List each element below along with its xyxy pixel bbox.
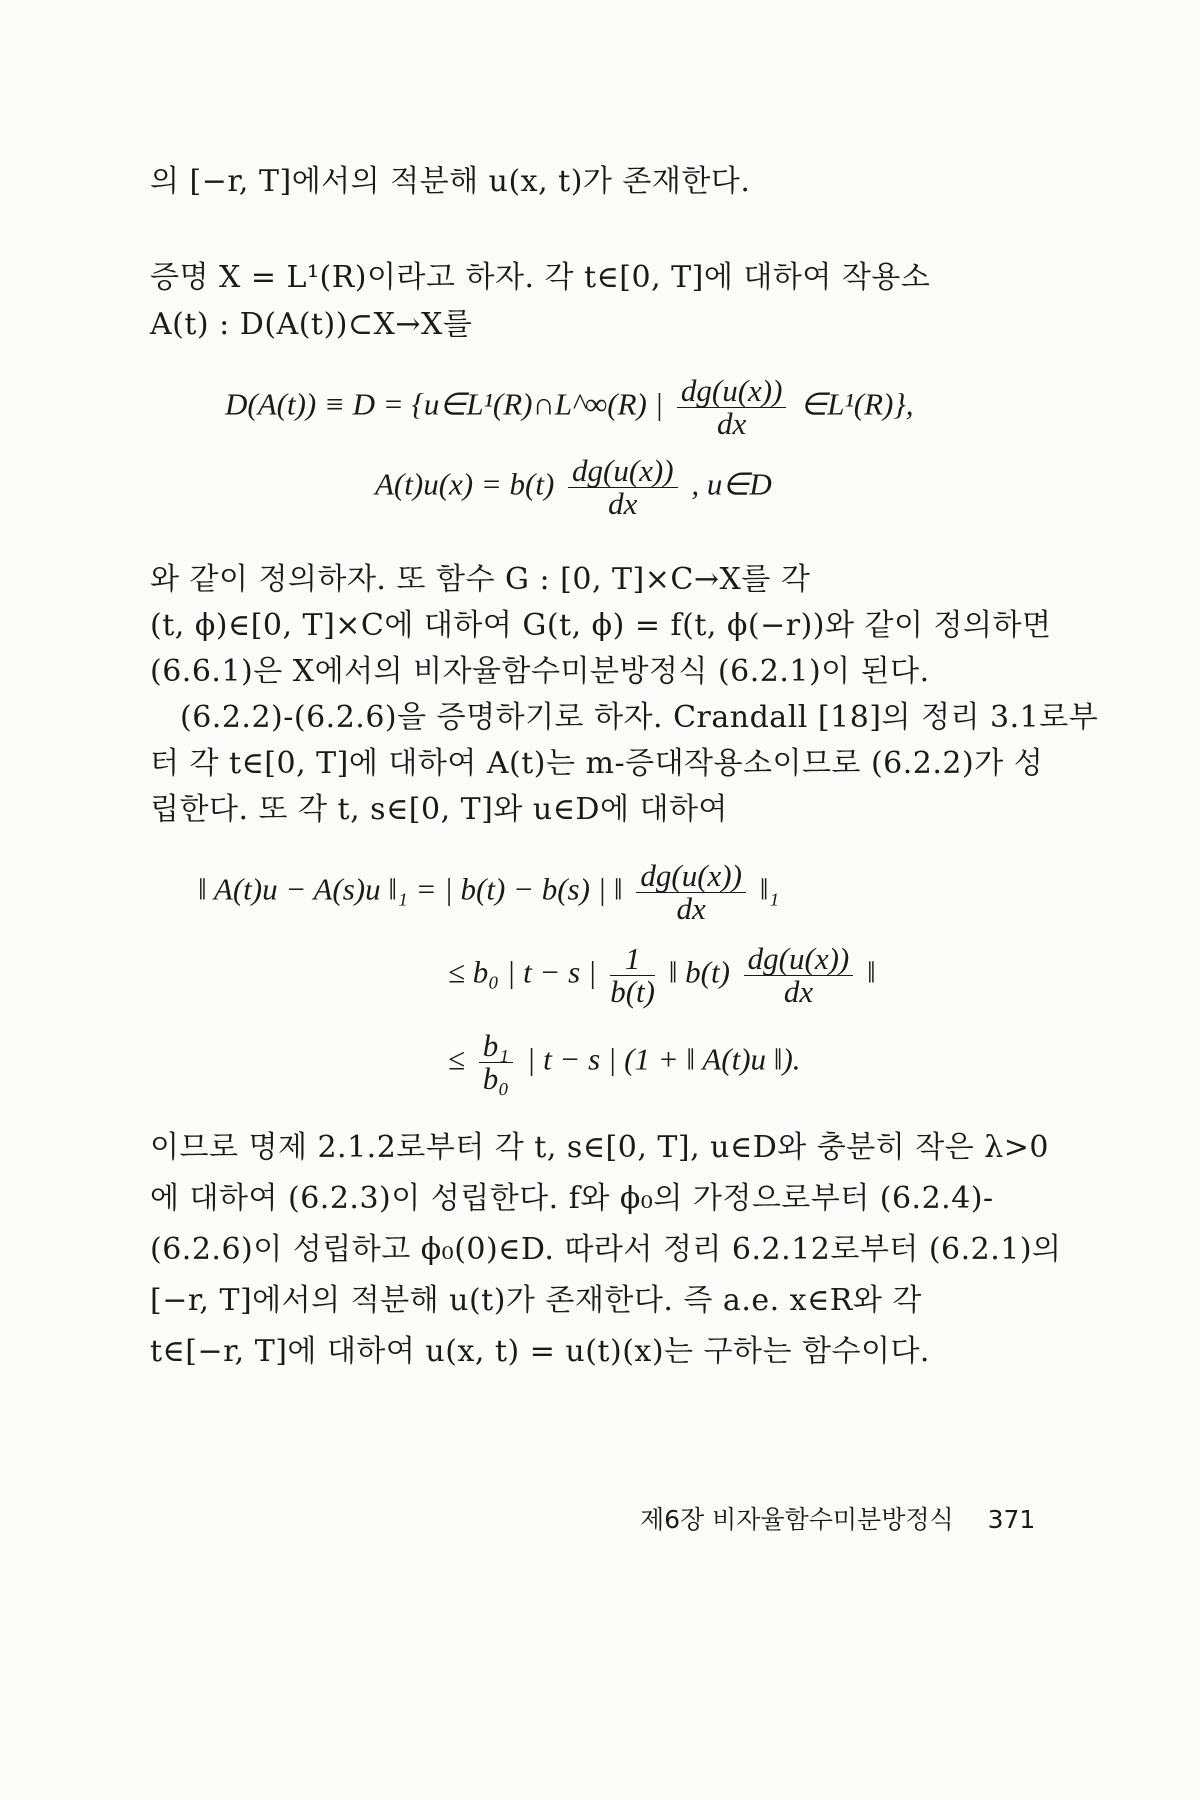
text-line-10: 이므로 명제 2.1.2로부터 각 t, s∈[0, T], u∈D와 충분히 작은 λ>0 bbox=[150, 1130, 1049, 1165]
fraction-numerator: dg(u(x)) bbox=[636, 860, 746, 893]
text-line-14: t∈[−r, T]에 대하여 u(x, t) = u(t)(x)는 구하는 함수이다. bbox=[150, 1334, 930, 1369]
text-line-3: A(t) : D(A(t))⊂X→X를 bbox=[150, 307, 473, 342]
equation-estimate-2 bbox=[448, 943, 876, 1008]
equation-operator-rhs: , u∈D bbox=[691, 466, 772, 502]
fraction bbox=[636, 860, 746, 925]
text-line-13: [−r, T]에서의 적분해 u(t)가 존재한다. 즉 a.e. x∈R와 각 bbox=[150, 1283, 922, 1318]
text-line-7: (6.2.2)-(6.2.6)을 증명하기로 하자. Crandall [18]의 정리 3.1로부 bbox=[180, 700, 1099, 735]
equation-domain bbox=[225, 375, 913, 440]
equation-estimate-2-rhs: ‖ bbox=[866, 954, 876, 990]
text-line-12: (6.2.6)이 성립하고 ϕ₀(0)∈D. 따라서 정리 6.2.12로부터 (6.2.1)의 bbox=[150, 1232, 1062, 1267]
fraction-numerator: b₁ bbox=[479, 1030, 513, 1063]
fraction bbox=[479, 1030, 513, 1095]
fraction-numerator: dg(u(x)) bbox=[677, 375, 787, 408]
text-line-6: (6.6.1)은 X에서의 비자율함수미분방정식 (6.2.1)이 된다. bbox=[150, 654, 930, 689]
equation-domain-rhs: ∈L¹(R)}, bbox=[800, 386, 914, 422]
fraction-denominator: b₀ bbox=[482, 1061, 510, 1096]
fraction-numerator: 1 bbox=[610, 943, 655, 976]
equation-estimate-1-rhs: ‖₁ bbox=[759, 871, 780, 907]
text-line-8: 터 각 t∈[0, T]에 대하여 A(t)는 m-증대작용소이므로 (6.2.2)가 성 bbox=[150, 746, 1044, 781]
text-line-11: 에 대하여 (6.2.3)이 성립한다. f와 ϕ₀의 가정으로부터 (6.2.4)- bbox=[150, 1181, 994, 1216]
equation-operator-lhs: A(t)u(x) = b(t) bbox=[375, 466, 555, 502]
text-line-9: 립한다. 또 각 t, s∈[0, T]와 u∈D에 대하여 bbox=[150, 792, 728, 827]
fraction-denominator: b(t) bbox=[610, 974, 655, 1009]
chapter-title: 제6장 비자율함수미분방정식 bbox=[640, 1505, 954, 1534]
equation-estimate-1 bbox=[198, 860, 779, 925]
fraction-numerator: dg(u(x)) bbox=[744, 943, 854, 976]
running-footer bbox=[640, 1500, 1035, 1536]
fraction bbox=[610, 943, 655, 1008]
equation-estimate-2-lhs: ≤ b₀ | t − s | bbox=[448, 954, 597, 990]
fraction bbox=[568, 455, 678, 520]
text-line-5: (t, ϕ)∈[0, T]×C에 대하여 G(t, ϕ) = f(t, ϕ(−r))와 같이 정의하면 bbox=[150, 608, 1052, 643]
fraction-denominator: dx bbox=[676, 891, 706, 926]
text-line-2: 증명 X = L¹(R)이라고 하자. 각 t∈[0, T]에 대하여 작용소 bbox=[150, 260, 931, 295]
text-line-1: 의 [−r, T]에서의 적분해 u(x, t)가 존재한다. bbox=[150, 164, 751, 199]
fraction-denominator: dx bbox=[717, 406, 747, 441]
fraction bbox=[744, 943, 854, 1008]
equation-estimate-3-lhs: ≤ bbox=[448, 1041, 466, 1077]
equation-estimate-3-rhs: | t − s | (1 + ‖ A(t)u ‖). bbox=[526, 1041, 801, 1077]
fraction-denominator: dx bbox=[783, 974, 814, 1009]
equation-domain-lhs: D(A(t)) ≡ D = {u∈L¹(R)∩L^∞(R) | bbox=[225, 386, 664, 422]
fraction-numerator: dg(u(x)) bbox=[568, 455, 678, 488]
page-number: 371 bbox=[987, 1505, 1036, 1534]
text-line-4: 와 같이 정의하자. 또 함수 G : [0, T]×C→X를 각 bbox=[150, 562, 811, 597]
equation-estimate-3 bbox=[448, 1030, 801, 1095]
equation-estimate-1-lhs: ‖ A(t)u − A(s)u ‖₁ = | b(t) − b(s) | ‖ bbox=[198, 871, 623, 907]
fraction bbox=[677, 375, 787, 440]
fraction-denominator: dx bbox=[608, 486, 638, 521]
equation-estimate-2-mid: ‖ b(t) bbox=[668, 954, 730, 990]
equation-operator bbox=[375, 455, 772, 520]
